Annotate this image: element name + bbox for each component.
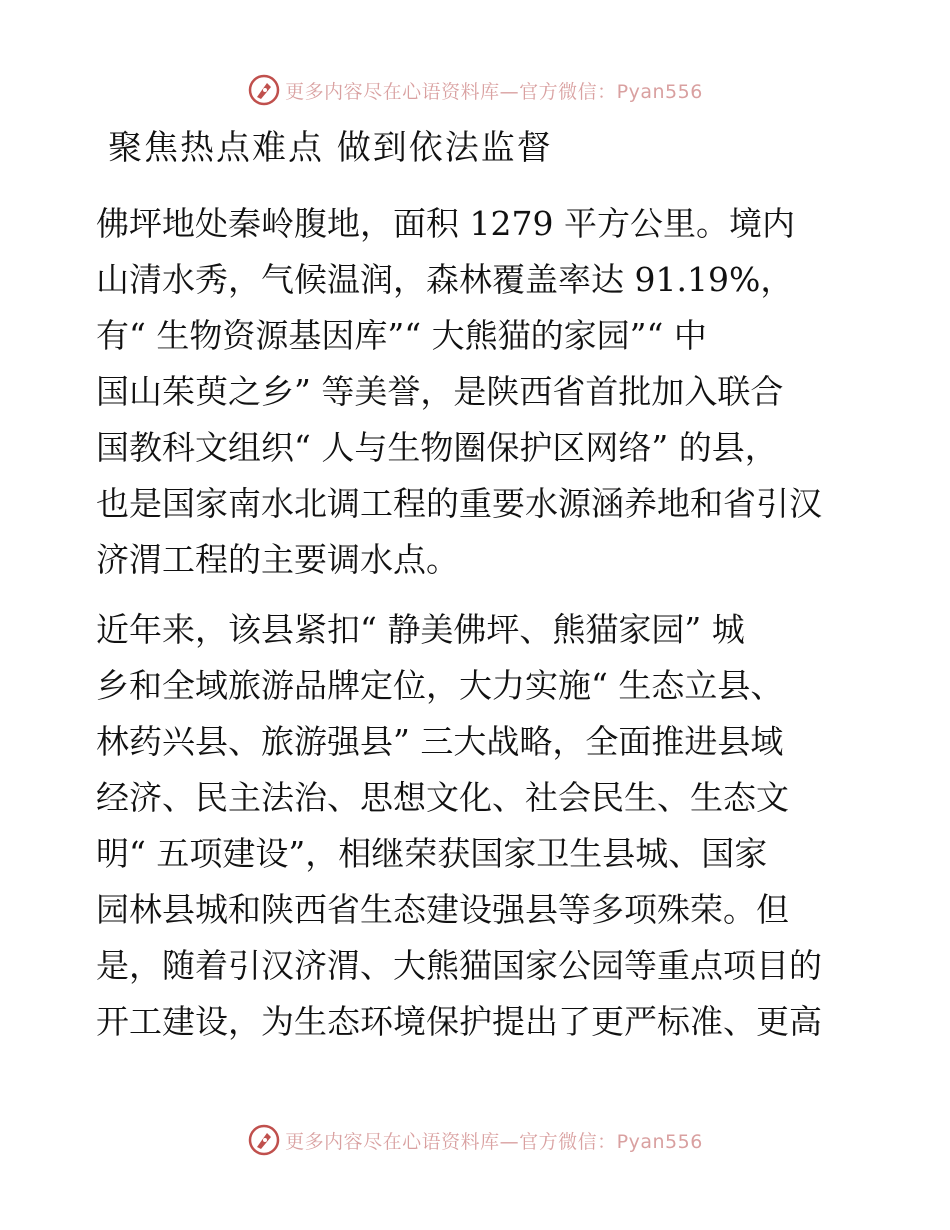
text-line: 国山茱萸之乡” 等美誉，是陕西省首批加入联合	[96, 372, 784, 411]
text-line: 林药兴县、旅游强县” 三大战略，全面推进县域	[96, 722, 784, 761]
text-line: 佛坪地处秦岭腹地，面积 1279 平方公里。境内	[96, 204, 795, 243]
document-body	[96, 122, 856, 1064]
text-line: 是，随着引汉济渭、大熊猫国家公园等重点项目的	[96, 946, 822, 985]
text-line: 开工建设，为生态环境保护提出了更严标准、更高	[96, 1002, 822, 1041]
text-line: 也是国家南水北调工程的重要水源涵养地和省引汉	[96, 484, 822, 523]
page-title: 聚焦热点难点 做到依法监督	[108, 128, 553, 168]
watermark-header	[0, 70, 950, 110]
watermark-footer	[0, 1120, 950, 1160]
watermark-text: 更多内容尽在心语资料库—官方微信：Pyan556	[285, 1130, 703, 1153]
text-line: 济渭工程的主要调水点。	[96, 540, 459, 579]
text-line: 经济、民主法治、思想文化、社会民生、生态文	[96, 778, 789, 817]
text-line: 国教科文组织“ 人与生物圈保护区网络” 的县，	[96, 428, 778, 467]
pen-nib-circle-icon	[247, 1123, 281, 1157]
text-line: 园林县城和陕西省生态建设强县等多项殊荣。但	[96, 890, 789, 929]
text-line: 有“ 生物资源基因库”“ 大熊猫的家园”“ 中	[96, 316, 707, 355]
text-line: 近年来，该县紧扣“ 静美佛坪、熊猫家园” 城	[96, 610, 745, 649]
text-line: 乡和全域旅游品牌定位，大力实施“ 生态立县、	[96, 666, 784, 705]
pen-nib-circle-icon	[247, 73, 281, 107]
paragraph-1	[96, 196, 856, 588]
paragraph-2	[96, 602, 856, 1050]
text-line: 明“ 五项建设”，相继荣获国家卫生县城、国家	[96, 834, 768, 873]
text-line: 山清水秀，气候温润，森林覆盖率达 91.19%，	[96, 260, 794, 299]
watermark-text: 更多内容尽在心语资料库—官方微信：Pyan556	[285, 80, 703, 103]
